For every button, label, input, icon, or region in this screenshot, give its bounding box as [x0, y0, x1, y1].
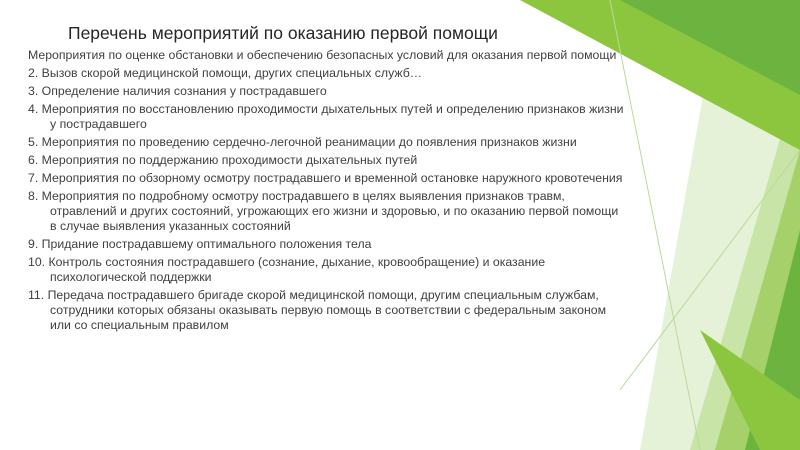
- list-item: 2. Вызов скорой медицинской помощи, других специальных служб…: [28, 66, 423, 80]
- list-item: 10. Контроль состояния пострадавшего (сознание, дыхание, кровообращение) и оказание психологической поддержки: [28, 255, 546, 284]
- list-item: 5. Мероприятия по проведению сердечно-легочной реанимации до появления признаков жизни: [28, 135, 577, 149]
- list-item: 9. Придание пострадавшему оптимального положения тела: [28, 237, 372, 251]
- list-item: 6. Мероприятия по поддержанию проходимости дыхательных путей: [28, 153, 418, 167]
- slide-content: [28, 22, 628, 336]
- list-item: 7. Мероприятия по обзорному осмотру пострадавшего и временной остановке наружного кровотечения: [28, 171, 623, 185]
- measures-list: [28, 48, 628, 333]
- list-item: 11. Передача пострадавшего бригаде скорой медицинской помощи, другим специальным службам, сотрудники которых обязаны оказывать первую помощь в соответствии с федеральным законом или со специальным правилом: [28, 288, 607, 332]
- list-item: 8. Мероприятия по подробному осмотру пострадавшего в целях выявления признаков травм, отравлений и других состояний, угрожающих его жизни и здоровью, и по оказанию первой помощи в случае выявления указанных состояний: [28, 189, 619, 233]
- list-item: Мероприятия по оценке обстановки и обеспечению безопасных условий для оказания первой помощи: [28, 48, 617, 62]
- list-item: 4. Мероприятия по восстановлению проходимости дыхательных путей и определению признаков жизни у пострадавшего: [28, 102, 624, 131]
- list-item: 3. Определение наличия сознания у пострадавшего: [28, 84, 327, 98]
- slide-title: Перечень мероприятий по оказанию первой помощи: [68, 23, 498, 43]
